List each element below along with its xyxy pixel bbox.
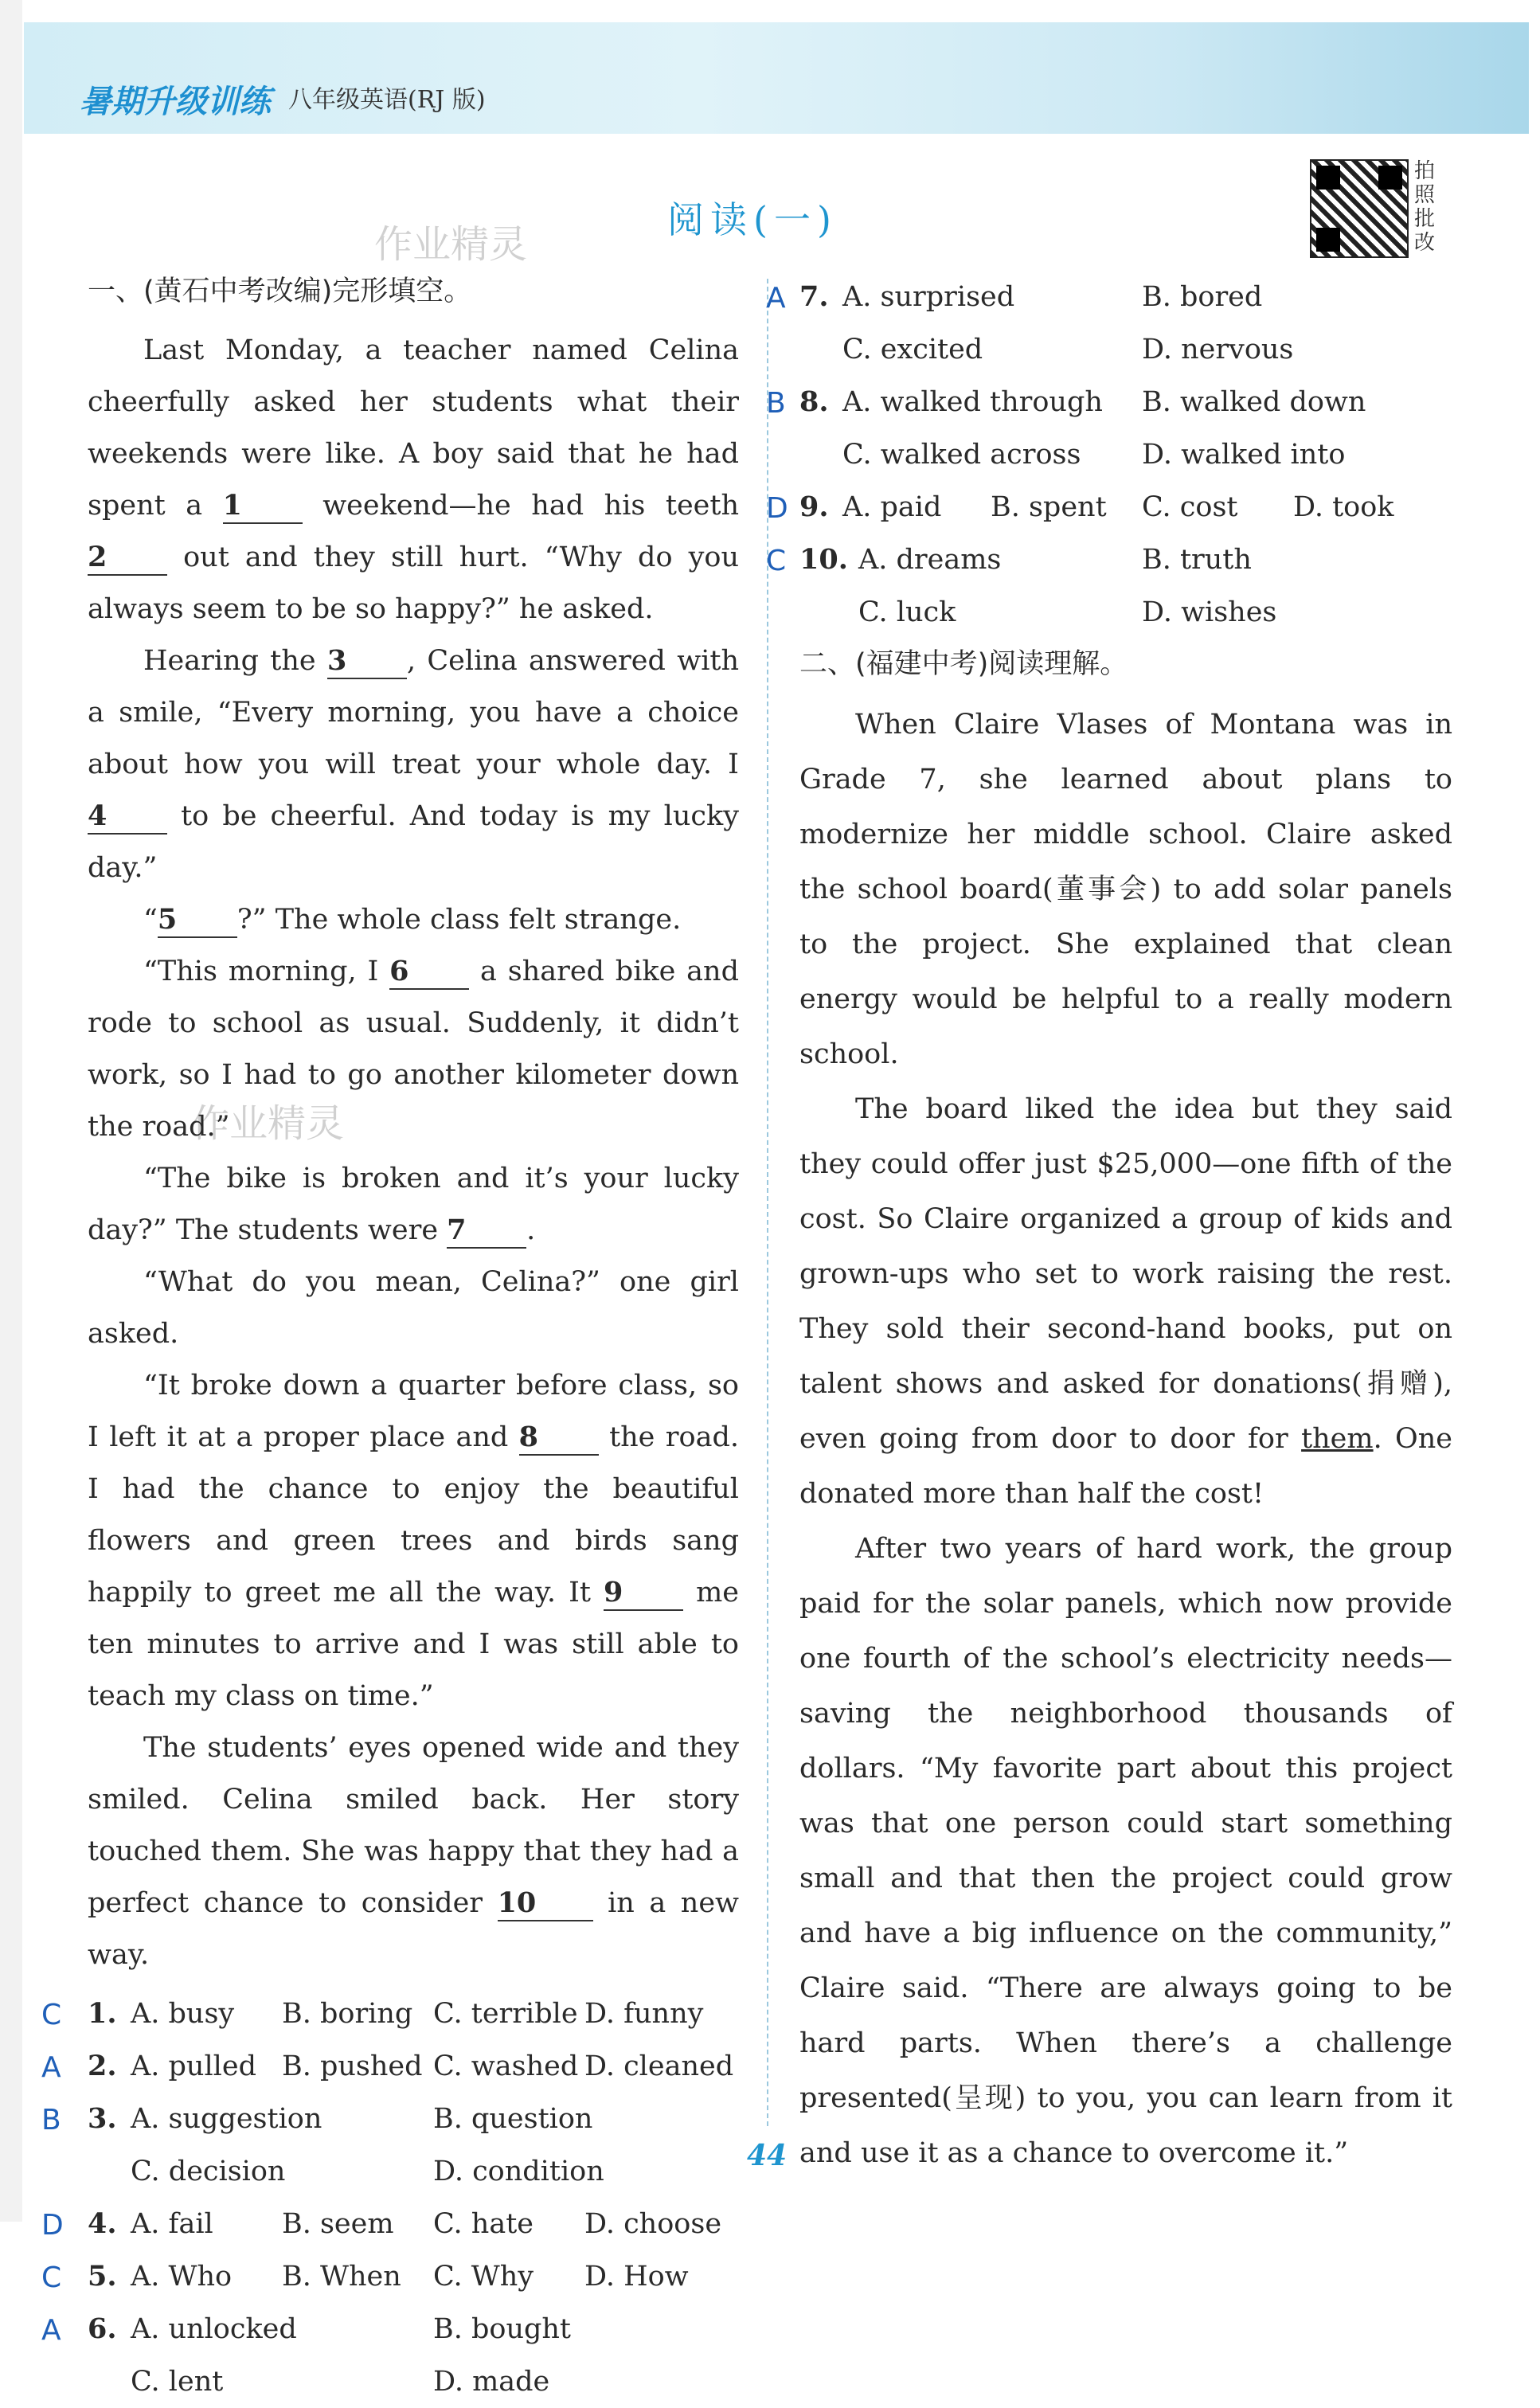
option: B. seem [282, 2208, 394, 2240]
option: A. paid [842, 491, 942, 523]
text: “It broke down a quarter before class, so I left it at a proper place and [88, 1370, 739, 1453]
handwritten-answer: C [41, 1999, 62, 2031]
option: C. terrible [433, 1998, 578, 2030]
option: D. funny [584, 1998, 704, 2030]
passage-paragraph [88, 325, 739, 635]
text: The students’ eyes opened wide and they smiled. Celina smiled back. Her story touched them. She was happy that they had a perfect chance to consider [88, 1732, 739, 1919]
option: D. cleaned [584, 2050, 734, 2082]
question-number: 8. [799, 385, 829, 418]
option: D. How [584, 2261, 689, 2293]
question-row [766, 534, 1452, 586]
option: C. excited [842, 334, 983, 366]
option: A. walked through [842, 386, 1103, 418]
question-row [766, 376, 1452, 428]
option: C. walked across [842, 439, 1081, 471]
option: B. spent [991, 491, 1107, 523]
question-row [88, 2145, 739, 2198]
option: C. luck [858, 596, 956, 628]
qr-code-icon[interactable] [1310, 159, 1409, 258]
text: “This morning, I [143, 956, 390, 987]
passage-paragraph [88, 1257, 739, 1360]
text: “What do you mean, Celina?” one girl asked. [88, 1266, 739, 1350]
text: weekend—he had his teeth [302, 490, 739, 522]
passage-paragraph [88, 635, 739, 894]
option: A. surprised [842, 281, 1015, 313]
question-number: 5. [88, 2260, 117, 2293]
blank-4: 4 [88, 799, 167, 835]
option: B. bought [433, 2313, 572, 2345]
option: A. unlocked [131, 2313, 297, 2345]
part2-heading: 二、(福建中考)阅读理解。 [799, 648, 1128, 680]
text: to be cheerful. And today is my lucky day.” [88, 800, 739, 884]
text: The board liked the idea but they said they could offer just $25,000—one fifth of the cost. So Claire organized a group of kids and grown-ups who set to work raising the rest. They sold their second-hand books, put on talent shows and asked for donations(捐赠), even going from door to door for [799, 1093, 1452, 1455]
reading-paragraph [799, 1082, 1452, 1522]
text: “The bike is broken and it’s your lucky day?” The students were [88, 1163, 739, 1246]
question-row [41, 2250, 739, 2303]
blank-3: 3 [327, 644, 407, 679]
watermark: 作业精灵 [374, 222, 528, 267]
handwritten-answer: C [766, 545, 787, 577]
question-row [799, 428, 1452, 481]
option: D. condition [433, 2156, 604, 2187]
left-column [41, 271, 739, 2408]
watermark: 作业精灵 [191, 1101, 345, 1146]
blank-1: 1 [223, 489, 303, 524]
handwritten-answer: B [766, 387, 786, 420]
underlined-word: them [1301, 1423, 1374, 1455]
question-number: 3. [88, 2102, 117, 2135]
handwritten-answer: C [41, 2261, 62, 2294]
text: out and they still hurt. “Why do you always seem to be so happy?” he asked. [88, 541, 739, 625]
book-title: 八年级英语(RJ 版) [288, 86, 486, 114]
question-row [41, 2198, 739, 2250]
part1-heading: 一、(黄石中考改编)完形填空。 [88, 276, 472, 307]
page-edge [0, 0, 22, 2222]
blank-6: 6 [389, 955, 469, 990]
text: the road. I had the chance to enjoy the beautiful flowers and green trees and birds sang happily to greet me all the way. It [88, 1421, 739, 1609]
passage-paragraph [88, 894, 739, 946]
handwritten-answer: A [41, 2051, 61, 2084]
series-title: 暑期升级训练 [80, 84, 271, 120]
question-row [799, 323, 1452, 376]
option: C. decision [131, 2156, 286, 2187]
passage-paragraph [88, 1153, 739, 1257]
text: a shared bike and rode to school as usual. Suddenly, it didn’t work, so I had to go another kilometer down the road.” [88, 956, 739, 1143]
option: D. made [433, 2366, 550, 2398]
question-number: 7. [799, 280, 829, 313]
option: D. walked into [1142, 439, 1346, 471]
reading-paragraph: After two years of hard work, the group paid for the solar panels, which now provide one fourth of the school’s electricity needs—saving the neighborhood thousands of dollars. “My favorite part about this project was that one person could start something small and that then the project could grow and have a big influence on the community,” Claire said. “There are always going to be hard parts. When there’s a challenge presented(呈现) to you, you can learn from it and use it as a chance to overcome it.” [799, 1533, 1452, 2169]
passage-paragraph [88, 1722, 739, 1981]
option: A. dreams [858, 544, 1002, 576]
option: B. When [282, 2261, 401, 2293]
section-title: 阅读(一) [667, 198, 838, 241]
text: ?” The whole class felt strange. [236, 904, 682, 936]
handwritten-answer: A [41, 2314, 61, 2347]
question-row [88, 2355, 739, 2408]
text: . One donated more than half the cost! [799, 1423, 1452, 1510]
question-row [799, 586, 1452, 639]
qr-label: 拍照批改 [1414, 159, 1436, 255]
option: C. washed [433, 2050, 579, 2082]
passage-paragraph [88, 1360, 739, 1722]
question-number: 6. [88, 2312, 117, 2345]
page-number: 44 [747, 2139, 788, 2172]
question-number: 1. [88, 1997, 117, 2030]
handwritten-answer: A [766, 282, 786, 315]
question-row [41, 2093, 739, 2145]
text: “ [143, 904, 158, 936]
text: in a new way. [88, 1887, 739, 1971]
option: D. choose [584, 2208, 722, 2240]
question-number: 4. [88, 2207, 117, 2240]
option: D. nervous [1142, 334, 1294, 366]
option: A. suggestion [131, 2103, 322, 2135]
option: C. hate [433, 2208, 534, 2240]
option: D. took [1293, 491, 1394, 523]
text: me ten minutes to arrive and I was still able to teach my class on time.” [88, 1577, 739, 1712]
option: A. fail [131, 2208, 213, 2240]
option: A. busy [131, 1998, 235, 2030]
option: B. boring [282, 1998, 413, 2030]
blank-2: 2 [88, 541, 167, 576]
options-list [41, 1988, 739, 2408]
passage-paragraph [88, 946, 739, 1153]
blank-5: 5 [158, 903, 237, 938]
blank-10: 10 [498, 1886, 593, 1921]
blank-7: 7 [447, 1214, 526, 1249]
text: . [526, 1214, 536, 1246]
handwritten-answer: D [766, 492, 788, 525]
question-row [41, 2303, 739, 2355]
question-row [766, 481, 1452, 534]
question-row [766, 271, 1452, 323]
blank-9: 9 [604, 1576, 683, 1611]
option: C. cost [1142, 491, 1238, 523]
option: B. walked down [1142, 386, 1366, 418]
option: A. pulled [131, 2050, 256, 2082]
question-number: 2. [88, 2050, 117, 2082]
text: Last Monday, a teacher named Celina cheerfully asked her students what their weekends were like. A boy said that he had spent a [88, 334, 739, 522]
question-number: 10. [799, 543, 848, 576]
option: C. Why [433, 2261, 534, 2293]
question-row [41, 2040, 739, 2093]
option: D. wishes [1142, 596, 1277, 628]
blank-8: 8 [519, 1421, 599, 1456]
option: B. question [433, 2103, 593, 2135]
question-row [41, 1988, 739, 2040]
option: A. Who [131, 2261, 233, 2293]
handwritten-answer: D [41, 2209, 64, 2242]
handwritten-answer: B [41, 2104, 61, 2136]
option: B. truth [1142, 544, 1252, 576]
text: , Celina answered with a smile, “Every morning, you have a choice about how you will treat your whole day. I [88, 645, 739, 780]
question-number: 9. [799, 491, 829, 523]
option: B. bored [1142, 281, 1263, 313]
text: Hearing the [143, 645, 327, 677]
reading-paragraph: When Claire Vlases of Montana was in Grade 7, she learned about plans to modernize her middle school. Claire asked the school board(董事会) to add solar panels to the project. She explained that clean energy would be helpful to a really modern school. [799, 709, 1452, 1070]
option: C. lent [131, 2366, 224, 2398]
option: B. pushed [282, 2050, 423, 2082]
